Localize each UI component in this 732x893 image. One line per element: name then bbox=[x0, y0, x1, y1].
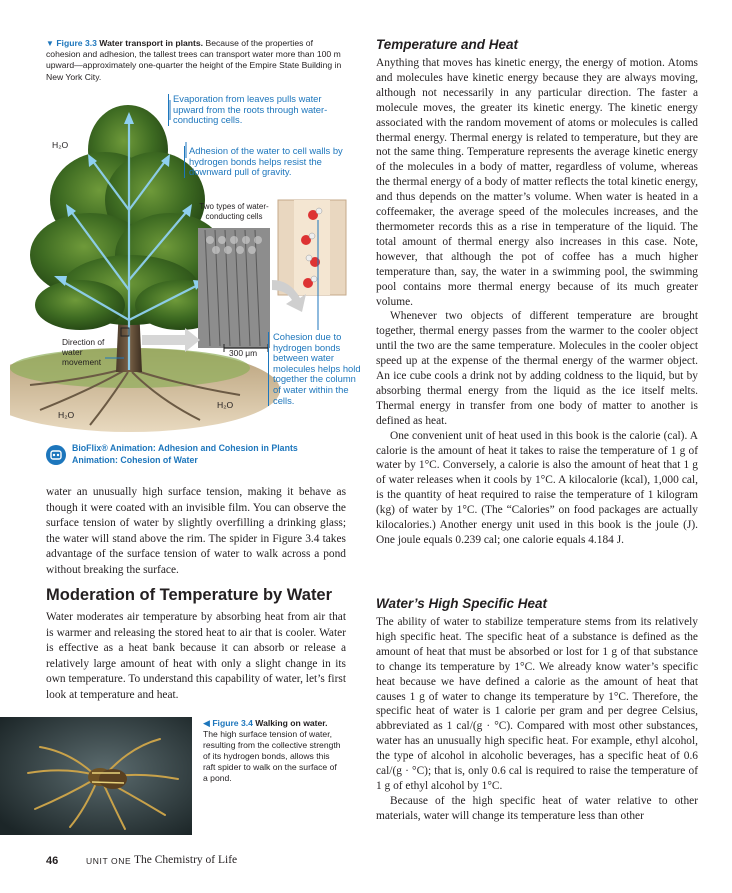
section-heading-moderation: Moderation of Temperature by Water bbox=[46, 586, 333, 604]
xylem-micrograph bbox=[198, 228, 270, 348]
figure-3-4-label: Figure 3.4 bbox=[212, 718, 253, 728]
play-animation-icon bbox=[46, 445, 66, 465]
figure-3-3-title: Water transport in plants. bbox=[99, 38, 204, 48]
water-column-diagram bbox=[278, 200, 346, 295]
section-heading-temperature-heat: Temperature and Heat bbox=[376, 37, 519, 52]
left-body-paragraph-2: Water moderates air temperature by absorbing heat from air that is warmer and releasing the stored heat to air that is cooler. Water is effective as a heat bank because it can absorb or release a relatively large amount of heat with only a slight change in its own temperature. To understand this capability of water, let’s first look at temperature and heat. bbox=[46, 611, 346, 701]
paragraph-kinetic-energy: Anything that moves has kinetic energy, the energy of motion. Atoms and molecules have kinetic energy because they are always moving, although not necessarily in any particular direction. The faster a molecule moves, the greater its kinetic energy. The kinetic energy associated with the random movement of atoms or molecules is called thermal energy. Thermal energy is related to temperature, but they are not the same thing. Temperature represents the average kinetic energy of the molecules in a body of matter, regardless of volume, whereas the thermal energy of a body of matter reflects the total kinetic energy, and thus depends on the matter’s volume. When water is heated in a coffeemaker, the average speed of the molecules increases, and the thermometer records this as a rise in temperature of the liquid. The total amount of thermal energy also increases in this case. Note, however, that although the pot of coffee has a much higher temperature than, say, the water in a swimming pool, the swimming pool contains more thermal energy because of its much greater volume. bbox=[376, 57, 698, 308]
bioflix-link[interactable] bbox=[46, 443, 346, 469]
scale-bar-label: 300 μm bbox=[229, 348, 258, 358]
figure-3-4-title: Walking on water. bbox=[255, 718, 328, 728]
page-number: 46 bbox=[46, 855, 59, 867]
evaporation-callout: Evaporation from leaves pulls water upward from the roots through water-conducting cells. bbox=[168, 94, 348, 126]
two-types-label: Two types of water-conducting cells bbox=[199, 202, 269, 221]
bioflix-line1[interactable]: BioFlix® Animation: Adhesion and Cohesion in Plants bbox=[72, 443, 298, 453]
bioflix-line2[interactable]: Animation: Cohesion of Water bbox=[72, 454, 198, 465]
temperature-heat-body bbox=[376, 56, 698, 548]
section-heading-specific-heat: Water’s High Specific Heat bbox=[376, 596, 548, 611]
adhesion-callout: Adhesion of the water to cell walls by hydrogen bonds helps resist the downward pull of gravity. bbox=[184, 146, 361, 178]
cohesion-callout: Cohesion due to hydrogen bonds between water molecules helps hold together the column of water within the cells. bbox=[268, 332, 363, 406]
figure-3-4-text: The high surface tension of water, resulting from the collective strength of its hydrogen bonds, allows this raft spider to walk on the surface of a pond. bbox=[203, 729, 341, 783]
paragraph-specific-heat-cont: Because of the high specific heat of water relative to other materials, water will change its temperature less than other bbox=[376, 794, 698, 822]
raft-spider-photo bbox=[0, 717, 192, 835]
direction-label: Direction of water movement bbox=[62, 337, 105, 367]
paragraph-thermal-transfer: Whenever two objects of different temperature are brought together, thermal energy passes from the warmer to the cooler object until the two are the same temperature. Molecules in the cooler object speed up at the expense of the thermal energy of the warmer object. An ice cube cools a drink not by adding coldness to the liquid, but by absorbing thermal energy from the liquid as the ice itself melts. Thermal energy in transfer from one body of matter to another is defined as heat. bbox=[376, 310, 698, 427]
h2o-bottom-right-label: H₂O bbox=[217, 400, 234, 410]
specific-heat-body bbox=[376, 615, 698, 824]
figure-3-3-caption bbox=[46, 38, 346, 83]
caption-arrow-icon: ▼ bbox=[46, 39, 54, 48]
unit-label: UNIT ONE bbox=[86, 856, 132, 866]
figure-3-3-label: Figure 3.3 bbox=[56, 38, 97, 48]
figure-3-4-caption bbox=[203, 718, 343, 784]
paragraph-calorie: One convenient unit of heat used in this book is the calorie (cal). A calorie is the amount of heat it takes to raise the temperature of 1 g of water by 1°C. Conversely, a calorie is also the amount of heat that 1 g of water releases when it cools by 1°C. A kilocalorie (kcal), 1,000 cal, is the quantity of heat required to raise the temperature of 1 kilogram (kg) of water by 1°C. (The “Calories” on food packages are actually kilocalories.) Another energy unit used in this book is the joule (J). One joule equals 0.239 cal; one calorie equals 4.184 J. bbox=[376, 429, 698, 546]
unit-title: The Chemistry of Life bbox=[134, 854, 238, 866]
paragraph-specific-heat: The ability of water to stabilize temperature stems from its relatively high specific heat. The specific heat of a substance is defined as the amount of heat that must be absorbed or lost for 1 g of that substance to change its temperature by 1°C. We already know water’s specific heat because we have defined a calorie as the amount of heat that causes 1 g of water to change its temperature by 1°C. Therefore, the specific heat of water is 1 calorie per gram and per degree Celsius, abbreviated as 1 cal/(g · °C). Compared with most other substances, water has an unusually high specific heat. For example, ethyl alcohol, the type of alcohol in alcoholic beverages, has a specific heat of 0.6 cal/(g · °C); that is, only 0.6 cal is required to raise the temperature of 1 g of ethyl alcohol by 1°C. bbox=[376, 616, 698, 792]
caption-arrow-left-icon: ◀ bbox=[203, 718, 210, 728]
left-body-paragraph-1: water an unusually high surface tension, making it behave as though it were coated with an invisible film. You can observe the surface tension of water by slightly overfilling a drinking glass; the water will stand above the rim. The spider in Figure 3.4 takes advantage of the surface tension of water to walk across a pond without breaking the surface. bbox=[46, 486, 346, 576]
h2o-bottom-left-label: H₂O bbox=[58, 410, 75, 420]
tree-water-transport-figure bbox=[10, 90, 360, 435]
h2o-top-label: H₂O bbox=[52, 140, 69, 150]
figure-3-3-text: Because of the properties of cohesion and adhesion, the tallest trees can transport water more than 100 m upward—approximately one-quarter the height of the Empire State Building in New York City. bbox=[46, 38, 342, 82]
